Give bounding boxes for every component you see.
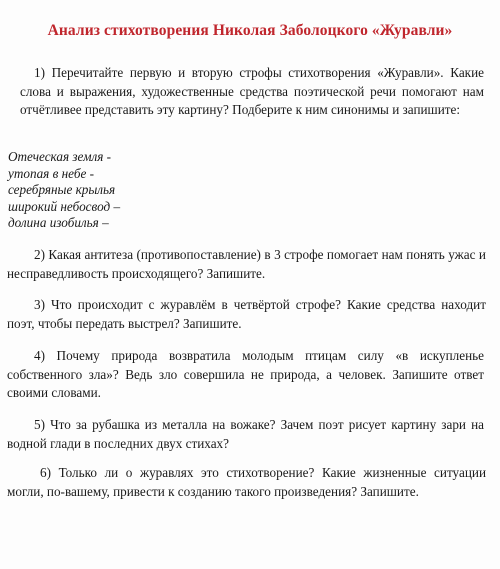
answer-line: Отеческая земля - [8, 149, 112, 164]
answer-line: серебряные крылья [8, 182, 116, 198]
question-5: 5) Что за рубашка из металла на вожаке? Зачем поэт рисует картину зари на водной глади в последних двух стихах? [7, 417, 484, 451]
question-4: 4) Почему природа возвратила молодым птицам силу «в искупленье собственного зла»? Ведь зло совершила не природа, а человек. Запишите ответ своими словами. [7, 348, 484, 401]
question-1: 1) Перечитайте первую и вторую строфы стихотворения «Журавли». Какие слова и выражения, художественные средства поэтической речи помогают нам отчётливее представить эту картину? Подберите к ним синонимы и запишите: [20, 65, 484, 118]
answer-line: широкий небосвод – [8, 198, 121, 214]
question-6: 6) Только ли о журавлях это стихотворение? Какие жизненные ситуации могли, по-вашему, привести к созданию такого произведения? Запишите. [7, 465, 486, 499]
page-title: Анализ стихотворения Николая Заболоцкого «Журавли» [47, 22, 453, 39]
question-2: 2) Какая антитеза (противопоставление) в 3 строфе помогает нам понять ужас и несправедливость происходящего? Запишите. [7, 247, 486, 281]
answer-line: утопая в небе - [8, 165, 95, 181]
question-3: 3) Что происходит с журавлём в четвёртой строфе? Какие средства находит поэт, чтобы передать выстрел? Запишите. [7, 297, 486, 331]
answer-line: долина изобилья – [8, 215, 109, 231]
answer-list [8, 149, 308, 232]
